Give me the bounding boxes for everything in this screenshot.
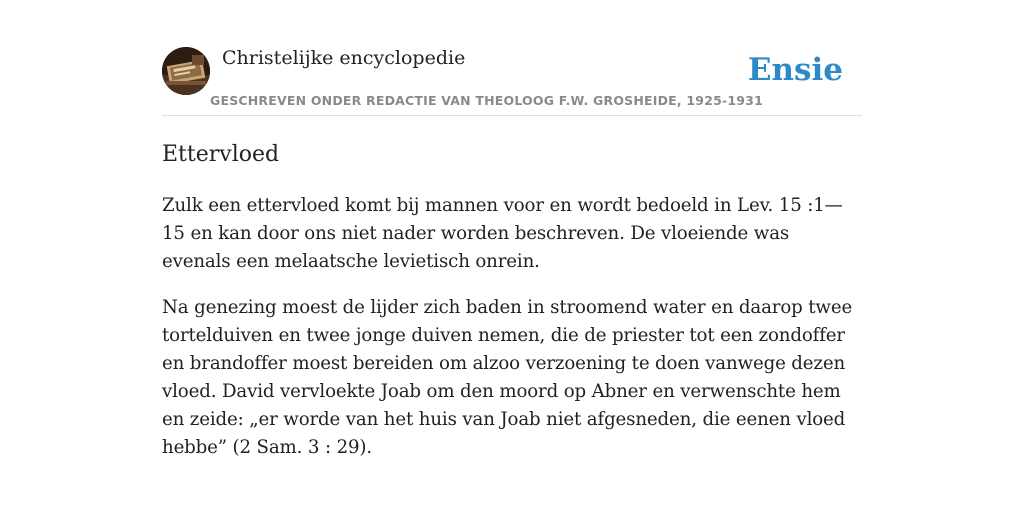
entry-title: Ettervloed [162,142,280,167]
source-header [162,46,862,116]
entry-paragraph: Na genezing moest de lijder zich baden in stroomend water en daarop twee tortelduiven en twee jonge duiven nemen, die de priester tot een zondoffer en brandoffer moest bereiden om alzoo verzoening te doen vanwege dezen vloed. David vervloekte Joab om den moord op Abner en verwenschte hem en zeide: „er worde van het huis van Joab niet afgesneden, die eenen vloed hebbe” (2 Sam. 3 : 29). [162,297,853,458]
book-cover-avatar-icon[interactable] [162,47,210,95]
header-divider [162,115,862,116]
source-subtitle: GESCHREVEN ONDER REDACTIE VAN THEOLOOG F.W. GROSHEIDE, 1925-1931 [210,93,763,108]
entry-body [162,192,862,480]
entry-paragraph: Zulk een ettervloed komt bij mannen voor en wordt bedoeld in Lev. 15 :1—15 en kan door ons niet nader worden beschreven. De vloeiende was evenals een melaatsche levietisch onrein. [162,195,843,272]
source-title[interactable]: Christelijke encyclopedie [222,47,466,69]
ensie-logo-link[interactable]: Ensie [747,52,843,88]
